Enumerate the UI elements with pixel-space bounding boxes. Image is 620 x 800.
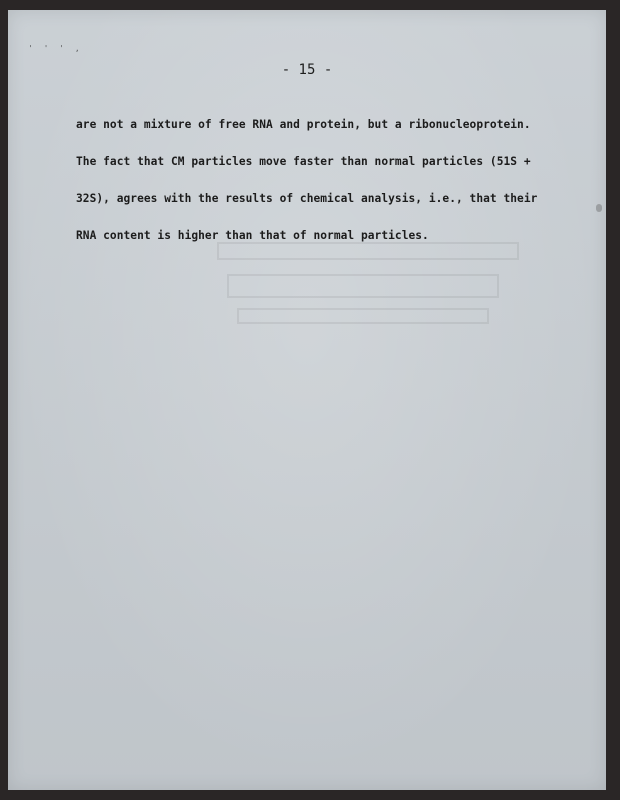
body-paragraph (76, 106, 576, 254)
text-line: are not a mixture of free RNA and protein, but a ribonucleoprotein. (76, 118, 531, 131)
paper-sheet (8, 10, 606, 790)
page-number: - 15 - (281, 62, 333, 78)
corner-marks: ' ' ' , (28, 44, 83, 53)
show-through-bleed (208, 235, 538, 345)
text-line: RNA content is higher than that of normal particles. (76, 229, 429, 242)
text-line: The fact that CM particles move faster than normal particles (51S + (76, 155, 531, 168)
paper-blemish (596, 204, 602, 212)
text-line: 32S), agrees with the results of chemical analysis, i.e., that their (76, 192, 538, 205)
